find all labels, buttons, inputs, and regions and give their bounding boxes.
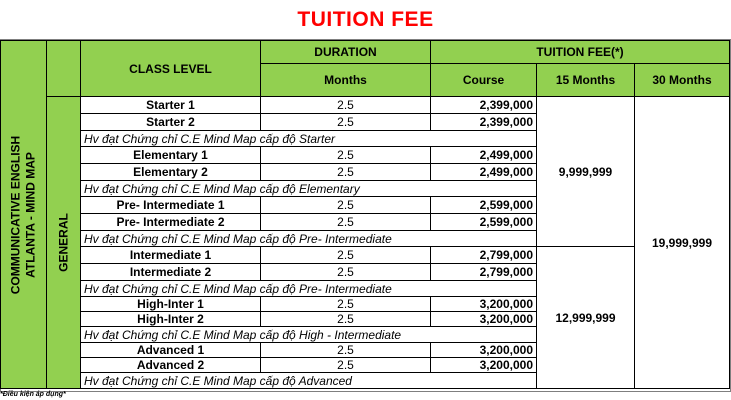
class-level: Elementary 1 xyxy=(81,147,261,164)
header-30-months: 30 Months xyxy=(635,64,730,97)
course-fee: 2,599,000 xyxy=(431,214,537,231)
course-fee: 3,200,000 xyxy=(431,297,537,312)
class-level: Elementary 2 xyxy=(81,164,261,181)
general-label-cell xyxy=(47,97,81,389)
page-title: TUITION FEE xyxy=(297,8,434,31)
header-course: Course xyxy=(431,64,537,97)
tuition-fee-table xyxy=(0,40,730,389)
course-fee: 2,499,000 xyxy=(431,164,537,181)
course-fee: 2,399,000 xyxy=(431,114,537,131)
duration-months: 2.5 xyxy=(261,358,431,373)
duration-months: 2.5 xyxy=(261,197,431,214)
class-level: High-Inter 2 xyxy=(81,312,261,327)
course-fee: 3,200,000 xyxy=(431,312,537,327)
general-label: GENERAL xyxy=(56,213,71,272)
duration-months: 2.5 xyxy=(261,247,431,264)
header-class-level: CLASS LEVEL xyxy=(81,41,261,97)
class-level: Advanced 2 xyxy=(81,358,261,373)
table-row xyxy=(1,97,730,114)
class-level: Pre- Intermediate 2 xyxy=(81,214,261,231)
class-level: Intermediate 2 xyxy=(81,264,261,281)
course-fee: 3,200,000 xyxy=(431,343,537,358)
package-30-months: 19,999,999 xyxy=(635,97,730,389)
class-level: Starter 1 xyxy=(81,97,261,114)
program-label-line2: ATLANTA - MIND MAP xyxy=(23,151,38,278)
course-fee: 2,799,000 xyxy=(431,264,537,281)
course-fee: 2,399,000 xyxy=(431,97,537,114)
qualification-note: Hv đạt Chứng chỉ C.E Mind Map cấp độ Elementary xyxy=(81,181,537,197)
duration-months: 2.5 xyxy=(261,264,431,281)
duration-months: 2.5 xyxy=(261,312,431,327)
qualification-note: Hv đạt Chứng chỉ C.E Mind Map cấp độ Pre- Intermediate xyxy=(81,281,537,297)
course-fee: 3,200,000 xyxy=(431,358,537,373)
duration-months: 2.5 xyxy=(261,214,431,231)
qualification-note: Hv đạt Chứng chỉ C.E Mind Map cấp độ Starter xyxy=(81,131,537,147)
header-15-months: 15 Months xyxy=(537,64,635,97)
class-level: Pre- Intermediate 1 xyxy=(81,197,261,214)
class-level: Advanced 1 xyxy=(81,343,261,358)
table-row xyxy=(1,247,730,264)
course-fee: 2,799,000 xyxy=(431,247,537,264)
duration-months: 2.5 xyxy=(261,114,431,131)
package-15-months-2: 12,999,999 xyxy=(537,247,635,389)
course-fee: 2,499,000 xyxy=(431,147,537,164)
header-months: Months xyxy=(261,64,431,97)
qualification-note: Hv đạt Chứng chỉ C.E Mind Map cấp độ High - Intermediate xyxy=(81,327,537,343)
qualification-note: Hv đạt Chứng chỉ C.E Mind Map cấp độ Advanced xyxy=(81,373,537,389)
course-fee: 2,599,000 xyxy=(431,197,537,214)
qualification-note: Hv đạt Chứng chỉ C.E Mind Map cấp độ Pre- Intermediate xyxy=(81,231,537,247)
header-tuition-fee: TUITION FEE(*) xyxy=(431,41,730,64)
duration-months: 2.5 xyxy=(261,343,431,358)
header-blank-cell xyxy=(47,41,81,97)
program-label-cell xyxy=(1,41,47,389)
class-level: High-Inter 1 xyxy=(81,297,261,312)
duration-months: 2.5 xyxy=(261,297,431,312)
duration-months: 2.5 xyxy=(261,164,431,181)
footnote: *Điều kiện áp dụng* xyxy=(0,391,66,398)
program-label-line1: COMMUNICATIVE ENGLISH xyxy=(8,135,23,294)
header-duration: DURATION xyxy=(261,41,431,64)
class-level: Intermediate 1 xyxy=(81,247,261,264)
package-15-months-1: 9,999,999 xyxy=(537,97,635,247)
class-level: Starter 2 xyxy=(81,114,261,131)
duration-months: 2.5 xyxy=(261,97,431,114)
duration-months: 2.5 xyxy=(261,147,431,164)
